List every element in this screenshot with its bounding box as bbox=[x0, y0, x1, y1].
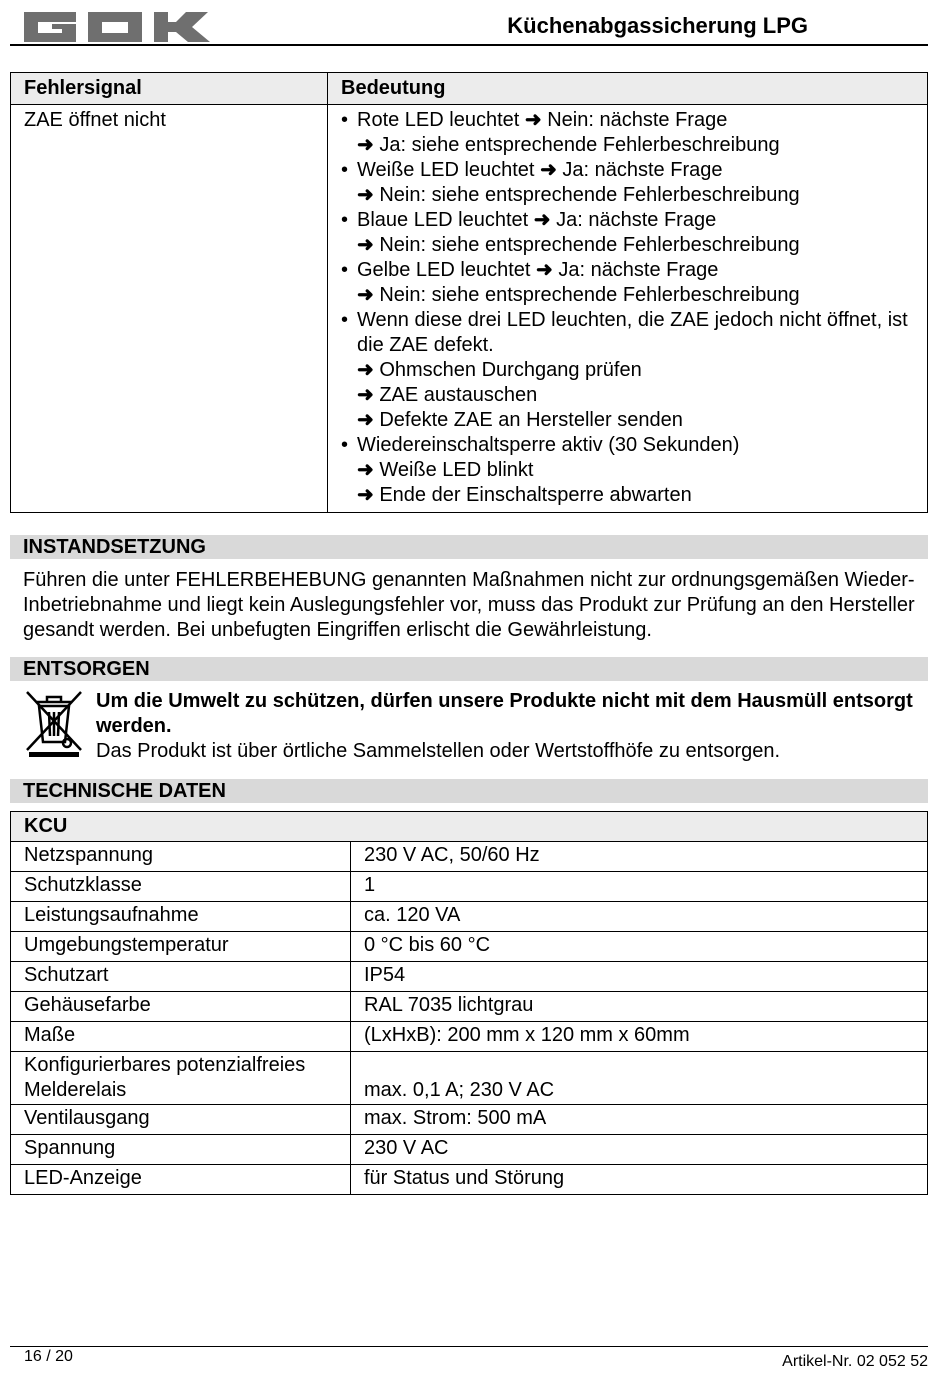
technical-data-key: Konfigurierbares potenzialfreies Melderelais bbox=[11, 1052, 351, 1105]
error-table bbox=[10, 72, 928, 513]
meaning-list-item bbox=[341, 158, 915, 208]
error-signal-cell: ZAE öffnet nicht bbox=[11, 105, 328, 513]
technical-data-row bbox=[11, 1022, 928, 1052]
meaning-sub-text: Weiße LED blinkt bbox=[379, 459, 534, 481]
gok-logo bbox=[24, 10, 214, 44]
technical-data-value: 1 bbox=[351, 872, 928, 902]
technical-data-value: für Status und Störung bbox=[351, 1165, 928, 1195]
meaning-sub-text: ZAE austauschen bbox=[379, 384, 538, 406]
page-header bbox=[10, 8, 928, 46]
page-number: 16 / 20 bbox=[24, 1348, 73, 1365]
meaning-list-item bbox=[341, 258, 915, 308]
technical-data-row bbox=[11, 932, 928, 962]
meaning-sub-text: Ohmschen Durchgang prüfen bbox=[379, 359, 642, 381]
meaning-main-text: Wiedereinschaltsperre aktiv (30 Sekunden) bbox=[357, 434, 740, 456]
meaning-sub-line bbox=[357, 383, 915, 408]
technical-data-value: RAL 7035 lichtgrau bbox=[351, 992, 928, 1022]
arrow-right-icon: ➜ bbox=[357, 409, 374, 431]
article-number: Artikel-Nr. 02 052 52 bbox=[782, 1353, 928, 1370]
crossed-out-wheelie-bin-icon bbox=[23, 688, 85, 758]
technical-data-key: Spannung bbox=[11, 1135, 351, 1165]
arrow-right-icon: ➜ bbox=[533, 209, 551, 231]
meaning-main-tail: Ja: nächste Frage bbox=[556, 209, 717, 231]
section-heading-entsorgen: ENTSORGEN bbox=[10, 657, 928, 681]
meaning-main-text: Wenn diese drei LED leuchten, die ZAE jedoch nicht öffnet, ist die ZAE defekt. bbox=[357, 309, 908, 356]
technical-data-value: 230 V AC bbox=[351, 1135, 928, 1165]
technical-data-header-row bbox=[11, 812, 928, 842]
arrow-right-icon: ➜ bbox=[357, 484, 374, 506]
meaning-sub-text: Ja: siehe entsprechende Fehlerbeschreibung bbox=[379, 134, 780, 156]
meaning-sub-line bbox=[357, 183, 915, 208]
technical-data-key: Netzspannung bbox=[11, 842, 351, 872]
meaning-sub-line bbox=[357, 233, 915, 258]
meaning-main-text: Rote LED leuchtet bbox=[357, 109, 520, 131]
arrow-right-icon: ➜ bbox=[524, 109, 542, 131]
arrow-right-icon: ➜ bbox=[357, 234, 374, 256]
meaning-sub-line bbox=[357, 133, 915, 158]
section-heading-technische-daten: TECHNISCHE DATEN bbox=[10, 779, 928, 803]
technical-data-key: Schutzart bbox=[11, 962, 351, 992]
technical-data-table-title: KCU bbox=[11, 812, 928, 842]
meaning-main-text: Blaue LED leuchtet bbox=[357, 209, 529, 231]
meaning-sub-line bbox=[357, 283, 915, 308]
meaning-sub-line bbox=[357, 458, 915, 483]
meaning-sub-line bbox=[357, 483, 915, 508]
meaning-list-item bbox=[341, 208, 915, 258]
technical-data-value: (LxHxB): 200 mm x 120 mm x 60mm bbox=[351, 1022, 928, 1052]
col-header-fehlersignal: Fehlersignal bbox=[11, 73, 328, 105]
meaning-sub-text: Nein: siehe entsprechende Fehlerbeschreibung bbox=[379, 234, 800, 256]
technical-data-value: 230 V AC, 50/60 Hz bbox=[351, 842, 928, 872]
instandsetzung-text: Führen die unter FEHLERBEHEBUNG genannten Maßnahmen nicht zur ordnungsgemäßen Wieder-Inbetriebnahme und liegt kein Auslegungsfehler vor, muss das Produkt zur Prüfung an den Hersteller gesandt werden. Bei unbefugten Eingriffen erlischt die Gewährleistung. bbox=[23, 569, 915, 641]
technical-data-key: Gehäusefarbe bbox=[11, 992, 351, 1022]
technical-data-value: 0 °C bis 60 °C bbox=[351, 932, 928, 962]
technical-data-table bbox=[10, 811, 928, 1195]
meaning-list-item bbox=[341, 433, 915, 508]
technical-data-value: IP54 bbox=[351, 962, 928, 992]
technical-data-key: Schutzklasse bbox=[11, 872, 351, 902]
technical-data-row bbox=[11, 1135, 928, 1165]
arrow-right-icon: ➜ bbox=[357, 184, 374, 206]
meaning-sub-text: Nein: siehe entsprechende Fehlerbeschreibung bbox=[379, 184, 800, 206]
technical-data-row bbox=[11, 872, 928, 902]
meaning-sub-text: Defekte ZAE an Hersteller senden bbox=[379, 409, 683, 431]
arrow-right-icon: ➜ bbox=[540, 159, 557, 181]
technical-data-value: ca. 120 VA bbox=[351, 902, 928, 932]
technical-data-row bbox=[11, 992, 928, 1022]
technical-data-key: Ventilausgang bbox=[11, 1105, 351, 1135]
entsorgen-warning: Um die Umwelt zu schützen, dürfen unsere Produkte nicht mit dem Hausmüll entsorgt werden. bbox=[96, 690, 913, 737]
document-title: Küchenabgassicherung LPG bbox=[507, 13, 808, 38]
error-meaning-cell bbox=[328, 105, 928, 513]
technical-data-key: Maße bbox=[11, 1022, 351, 1052]
technical-data-row bbox=[11, 1105, 928, 1135]
arrow-right-icon: ➜ bbox=[357, 384, 374, 406]
meaning-list-item bbox=[341, 308, 915, 433]
technical-data-row bbox=[11, 1052, 928, 1105]
meaning-sub-text: Ende der Einschaltsperre abwarten bbox=[379, 484, 692, 506]
error-table-row bbox=[11, 105, 928, 513]
error-table-header-row bbox=[11, 73, 928, 105]
col-header-bedeutung: Bedeutung bbox=[328, 73, 928, 105]
meaning-sub-line bbox=[357, 408, 915, 433]
technical-data-row bbox=[11, 962, 928, 992]
technical-data-value: max. Strom: 500 mA bbox=[351, 1105, 928, 1135]
technical-data-key: LED-Anzeige bbox=[11, 1165, 351, 1195]
technical-data-key: Umgebungstemperatur bbox=[11, 932, 351, 962]
meaning-main-tail: Ja: nächste Frage bbox=[558, 259, 719, 281]
entsorgen-text: Das Produkt ist über örtliche Sammelstellen oder Wertstoffhöfe zu entsorgen. bbox=[96, 740, 781, 762]
footer-divider bbox=[10, 1346, 928, 1347]
section-heading-instandsetzung: INSTANDSETZUNG bbox=[10, 535, 928, 559]
arrow-right-icon: ➜ bbox=[357, 459, 374, 481]
arrow-right-icon: ➜ bbox=[357, 134, 374, 156]
technical-data-row bbox=[11, 842, 928, 872]
meaning-main-tail: Nein: nächste Frage bbox=[547, 109, 728, 131]
meaning-sub-text: Nein: siehe entsprechende Fehlerbeschreibung bbox=[379, 284, 800, 306]
technical-data-value: max. 0,1 A; 230 V AC bbox=[351, 1052, 928, 1105]
meaning-main-tail: Ja: nächste Frage bbox=[562, 159, 723, 181]
meaning-list-item bbox=[341, 108, 915, 158]
technical-data-row bbox=[11, 1165, 928, 1195]
meaning-main-text: Weiße LED leuchtet bbox=[357, 159, 535, 181]
meaning-sub-line bbox=[357, 358, 915, 383]
arrow-right-icon: ➜ bbox=[536, 259, 553, 281]
technical-data-row bbox=[11, 902, 928, 932]
arrow-right-icon: ➜ bbox=[357, 284, 374, 306]
technical-data-key: Leistungsaufnahme bbox=[11, 902, 351, 932]
arrow-right-icon: ➜ bbox=[357, 359, 374, 381]
meaning-list bbox=[341, 108, 915, 508]
meaning-main-text: Gelbe LED leuchtet bbox=[357, 259, 531, 281]
